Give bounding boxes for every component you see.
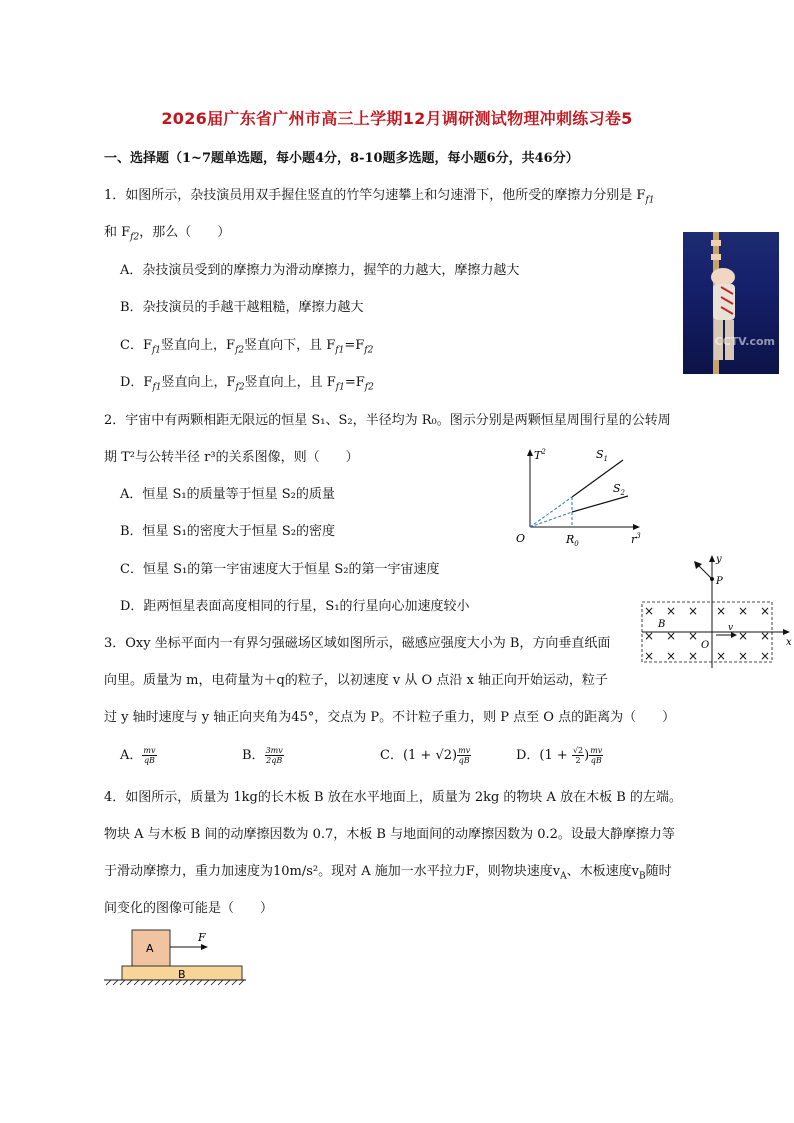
x-label: x [786, 637, 792, 648]
svg-text:×: × [688, 649, 699, 663]
r0-label: $R_0$ [566, 533, 579, 548]
q4-line4: 间变化的图像可能是（ ） [104, 901, 274, 916]
y-axis-arrow-icon [527, 449, 533, 456]
b-label: B [658, 619, 666, 630]
q2-line1: 2．宇宙中有两颗相距无限远的恒星 S₁、S₂，半径均为 R₀。图示分别是两颗恒星周围行星的公转周 [104, 413, 671, 428]
opt-text: =F [344, 338, 365, 353]
s1-label: $S_1$ [596, 448, 609, 463]
s1-extension-dashed [530, 497, 572, 527]
svg-text:×: × [644, 649, 655, 663]
svg-text:×: × [666, 604, 677, 618]
p-label: P [716, 576, 723, 587]
svg-text:×: × [738, 649, 749, 663]
q3-line2: 向里。质量为 m，电荷量为＋q的粒子，以初速度 v 从 O 点沿 x 轴正向开始运动，粒子 [104, 673, 608, 688]
v-label: v [728, 623, 734, 633]
acrobat-photo [683, 232, 779, 374]
q1-option-b[interactable]: B．杂技演员的手越干越粗糙，摩擦力越大 [120, 300, 364, 315]
svg-text:×: × [666, 649, 677, 663]
force-label: F [198, 931, 206, 944]
page-title: 2026届广东省广州市高三上学期12月调研测试物理冲刺练习卷5 [161, 109, 633, 128]
fraction: $\frac{3mv}{2qB}$ [265, 746, 283, 765]
svg-text:×: × [738, 629, 749, 643]
ground-hatch [106, 980, 244, 985]
svg-text:×: × [688, 604, 699, 618]
q4-sub: A [560, 871, 567, 882]
svg-text:×: × [738, 604, 749, 618]
y-axis-arrow-icon [709, 555, 715, 562]
field-crosses [644, 604, 770, 663]
q1-sub: f2 [130, 232, 140, 243]
q3-line3: 过 y 轴时速度与 y 轴正向夹角为45°，交点为 P。不计粒子重力，则 P 点至 O 点的距离为（ ） [104, 710, 676, 725]
svg-text:×: × [644, 604, 655, 618]
origin-label: O [516, 532, 526, 545]
q3-line1: 3．Oxy 坐标平面内一有界匀强磁场区域如图所示，磁感应强度大小为 B，方向垂直纸面 [104, 636, 611, 651]
q1-line2 [104, 224, 230, 247]
q4-text: 、木板速度v [566, 864, 640, 879]
q1-option-d[interactable] [120, 374, 374, 397]
opt-text: 竖直向上，F [161, 375, 236, 390]
q1-option-c[interactable] [120, 337, 373, 360]
q2-line2: 期 T²与公转半径 r³的关系图像，则（ ） [104, 450, 359, 465]
q4-line2: 物块 A 与木板 B 间的动摩擦因数为 0.7，木板 B 与地面间的动摩擦因数为 0.2。设最大静摩擦力等 [104, 827, 675, 842]
opt-sub: f2 [235, 345, 245, 356]
x-axis-arrow-icon [783, 629, 790, 635]
opt-text: 竖直向上，F [161, 338, 236, 353]
q1-option-a[interactable]: A．杂技演员受到的摩擦力为滑动摩擦力，握竿的力越大，摩擦力越大 [120, 263, 520, 278]
q2-option-d[interactable]: D．距两恒星表面高度相同的行星，S₁的行星向心加速度较小 [120, 599, 470, 614]
opt-sub: f1 [152, 382, 162, 393]
s2-label: $S_2$ [613, 482, 626, 497]
fraction: $\frac{mv}{qB}$ [590, 746, 603, 765]
y-axis-label: $T^2$ [534, 448, 546, 462]
q4-sub: B [639, 871, 646, 882]
x-axis-arrow-icon [633, 524, 640, 530]
q4-text: 随时 [645, 864, 672, 879]
fraction: $\frac{√2}{2}$ [572, 746, 584, 765]
opt-text: 竖直向下，且 F [244, 338, 336, 353]
fraction: $\frac{mv}{qB}$ [458, 746, 471, 765]
opt-text: C．(1 + √2) [380, 748, 458, 763]
exit-velocity-vector [698, 565, 712, 579]
opt-text: B． [242, 748, 265, 763]
q2-option-b[interactable]: B．恒星 S₁的密度大于恒星 S₂的密度 [120, 524, 336, 539]
s2-line [572, 496, 628, 512]
board-b-label: B [178, 968, 186, 981]
photo-watermark: CCTV.com [714, 335, 775, 348]
opt-sub: f2 [364, 382, 374, 393]
svg-text:×: × [644, 629, 655, 643]
svg-text:×: × [760, 629, 771, 643]
fraction: $\frac{mv}{qB}$ [143, 746, 156, 765]
q2-option-c[interactable]: C．恒星 S₁的第一宇宙速度大于恒星 S₂的第一宇宙速度 [120, 562, 440, 577]
q3-option-a[interactable] [120, 746, 157, 765]
q2-option-a[interactable]: A．恒星 S₁的质量等于恒星 S₂的质量 [120, 487, 335, 502]
opt-sub: f1 [335, 345, 345, 356]
opt-text: C．F [120, 338, 152, 353]
q4-text: 于滑动摩擦力，重力加速度为10m/s²。现对 A 施加一水平拉力F，则物块速度v [104, 864, 561, 879]
opt-sub: f1 [151, 345, 162, 356]
q3-option-b[interactable] [242, 746, 284, 765]
q4-line1: 4．如图所示，质量为 1kg的长木板 B 放在水平地面上，质量为 2kg 的物块 A 放在木板 B 的左端。 [104, 790, 682, 805]
block-a-label: A [146, 942, 154, 955]
opt-text: D．(1 + [516, 748, 572, 763]
x-axis-label: $r^3$ [631, 532, 641, 546]
opt-text: A． [120, 748, 143, 763]
svg-text:×: × [716, 604, 727, 618]
force-arrow-icon [201, 944, 208, 950]
q3-magnetic-field-diagram [636, 552, 794, 674]
section-heading: 一、选择题（1~7题单选题，每小题4分，8-10题多选题，每小题6分，共46分） [104, 151, 579, 166]
q1-line1 [104, 187, 655, 210]
q1-text: 1．如图所示，杂技演员用双手握住竖直的竹竿匀速攀上和匀速滑下，他所受的摩擦力分别是 F [104, 188, 646, 203]
svg-text:×: × [716, 649, 727, 663]
svg-text:×: × [688, 629, 699, 643]
acrobat-illustration [683, 232, 779, 374]
opt-text: =F [344, 375, 365, 390]
q1-text: 和 F [104, 225, 131, 240]
svg-text:×: × [760, 649, 771, 663]
y-label: y [716, 554, 722, 565]
opt-sub: f1 [335, 382, 345, 393]
q3-option-c[interactable] [380, 746, 471, 765]
s2-extension-dashed [530, 512, 572, 527]
opt-text: 竖直向上，且 F [244, 375, 336, 390]
svg-text:×: × [760, 604, 771, 618]
q2-graph [510, 445, 650, 550]
svg-text:×: × [666, 629, 677, 643]
o-label: O [701, 640, 710, 651]
q1-text: ，那么（ ） [139, 225, 231, 240]
q4-line3 [104, 863, 672, 886]
q4-block-diagram [100, 925, 250, 987]
opt-text: ) [584, 748, 590, 763]
opt-sub: f2 [364, 345, 374, 356]
opt-text: D．F [120, 375, 153, 390]
opt-sub: f2 [235, 382, 245, 393]
q1-sub: f1 [645, 195, 655, 206]
q3-option-d[interactable] [516, 746, 603, 765]
